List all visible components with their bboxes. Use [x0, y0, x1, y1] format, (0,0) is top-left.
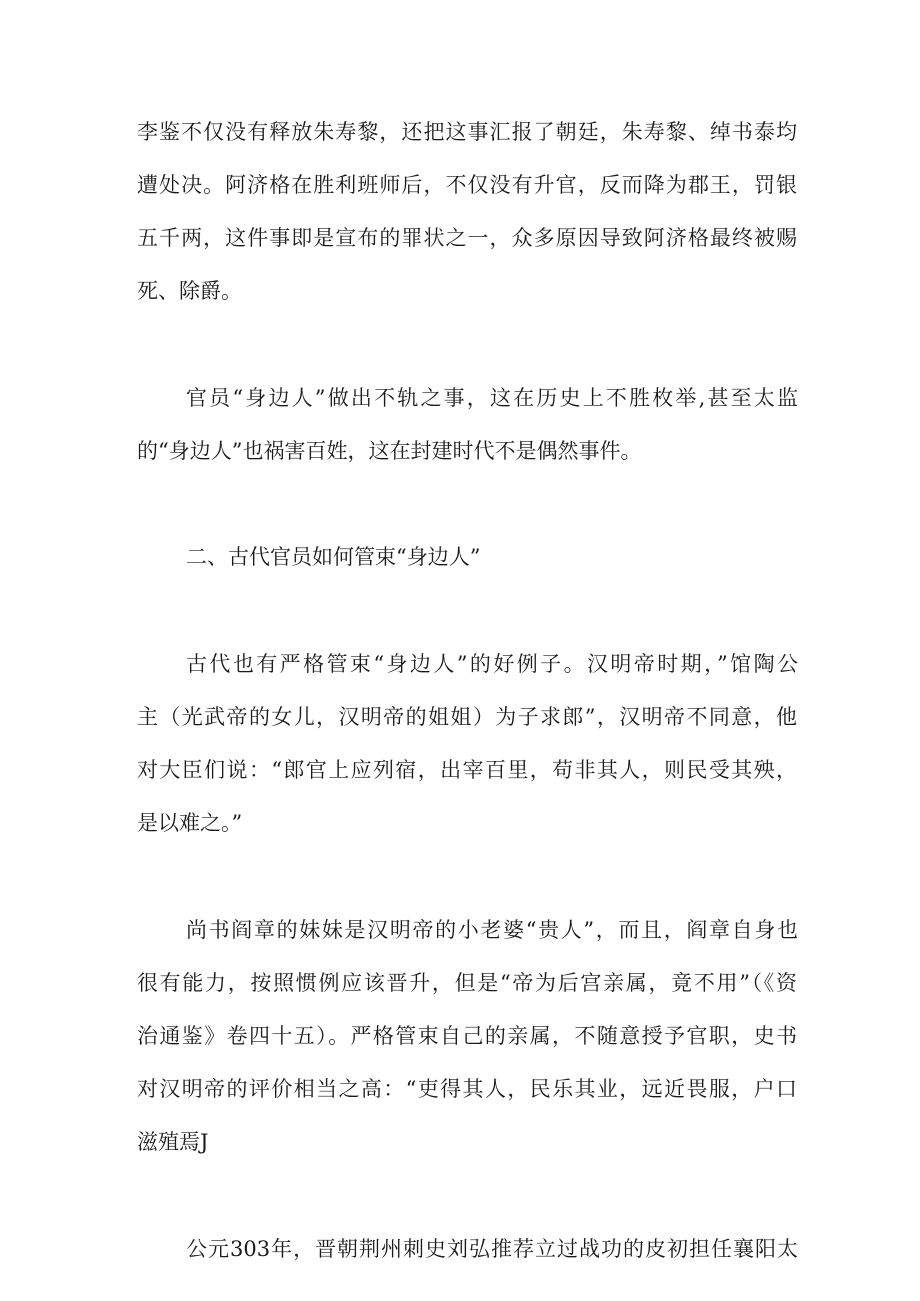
paragraph-line: 主（光武帝的女儿，汉明帝的姐姐）为子求郎”，汉明帝不同意，他: [137, 705, 797, 729]
paragraph-line: 官员“身边人”做出不轨之事，这在历史上不胜枚举,甚至太监: [186, 386, 798, 410]
paragraph-line: 的“身边人”也祸害百姓，这在封建时代不是偶然事件。: [137, 439, 642, 463]
paragraph-line: 对大臣们说：“郎官上应列宿，出宰百里，苟非其人，则民受其殃，: [137, 758, 797, 782]
paragraph-line: 遭处决。阿济格在胜利班师后，不仅没有升官，反而降为郡王，罚银: [137, 173, 797, 197]
paragraph-line: 很有能力，按照惯例应该晋升，但是“帝为后宫亲属，竟不用”（《资: [137, 971, 797, 995]
paragraph-line: 古代也有严格管束“身边人”的好例子。汉明帝时期，”馆陶公: [186, 652, 798, 676]
paragraph-line: 死、除爵。: [137, 279, 242, 303]
paragraph-line: 治通鉴》卷四十五）。严格管束自己的亲属，不随意授予官职，史书: [137, 1024, 797, 1048]
paragraph-line: 滋殖焉J: [137, 1130, 209, 1154]
paragraph-line: 公元303年，晋朝荆州刺史刘弘推荐立过战功的皮初担任襄阳太: [186, 1237, 798, 1261]
section-heading: 二、古代官员如何管束“身边人”: [186, 545, 481, 569]
paragraph-line: 尚书阎章的妹妹是汉明帝的小老婆“贵人”，而且，阎章自身也: [186, 918, 798, 942]
paragraph-line: 李鉴不仅没有释放朱寿黎，还把这事汇报了朝廷，朱寿黎、绰书泰均: [137, 120, 797, 144]
paragraph-line: 是以难之。”: [137, 811, 243, 835]
paragraph-line: 对汉明帝的评价相当之高：“吏得其人，民乐其业，远近畏服，户口: [137, 1077, 797, 1101]
paragraph-line: 五千两，这件事即是宣布的罪状之一，众多原因导致阿济格最终被赐: [137, 226, 797, 250]
